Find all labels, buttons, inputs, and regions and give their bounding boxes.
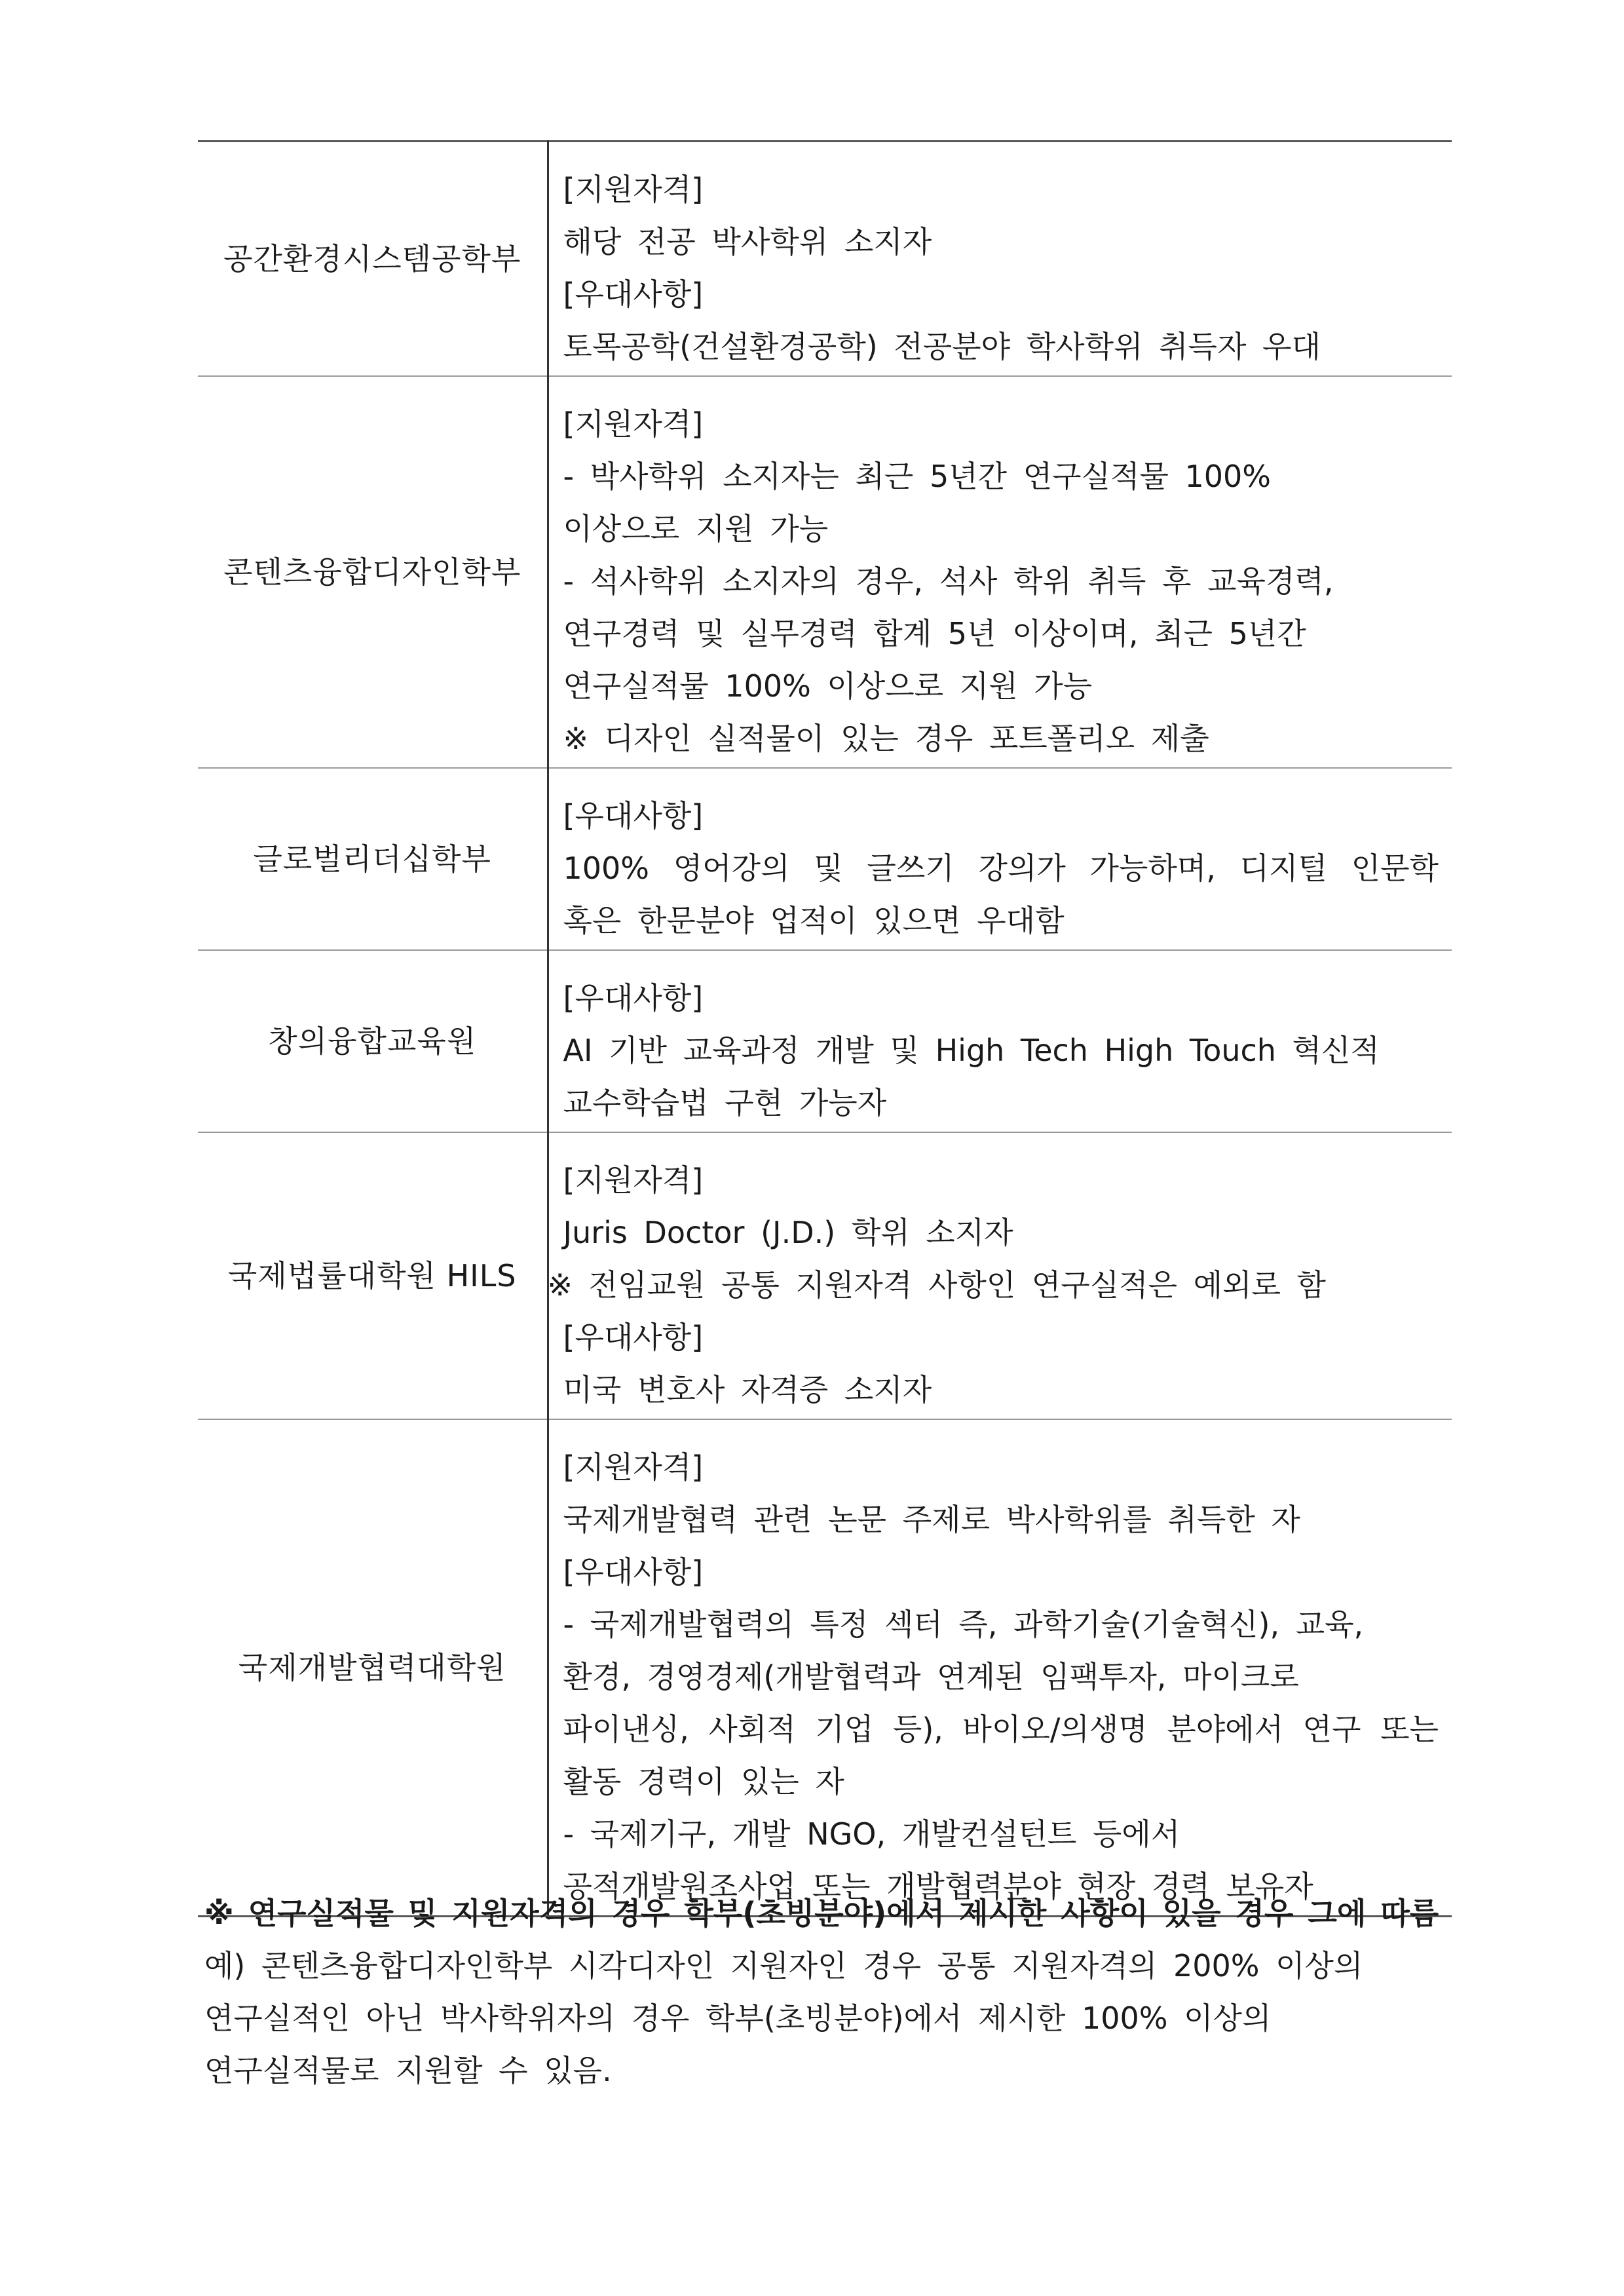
requirement-note: ※ 전임교원 공통 지원자격 사항인 연구실적은 예외로 함	[547, 1267, 1326, 1303]
requirement-line: 미국 변호사 자격증 소지자	[563, 1372, 932, 1407]
footnote-line: 예) 콘텐츠융합디자인학부 시각디자인 지원자인 경우 공통 지원자격의 200% 이상의	[204, 1948, 1363, 1983]
table-row	[198, 1419, 1452, 1917]
requirements-cell	[548, 142, 1452, 377]
requirements-table	[198, 140, 1452, 1917]
section-label: [우대사항]	[563, 1554, 704, 1590]
table-row	[198, 950, 1452, 1132]
requirement-note: ※ 디자인 실적물이 있는 경우 포트폴리오 제출	[563, 721, 1209, 756]
requirement-line: 연구경력 및 실무경력 합계 5년 이상이며, 최근 5년간	[563, 616, 1306, 651]
section-label: [지원자격]	[563, 172, 704, 207]
requirement-line: - 국제개발협력의 특정 섹터 즉, 과학기술(기술혁신), 교육,	[563, 1607, 1364, 1642]
requirement-line: 100% 영어강의 및 글쓰기 강의가 가능하며, 디지털 인문학	[563, 851, 1439, 886]
requirement-line: 공적개발원조사업 또는 개발협력분야 현장 경력 보유자	[563, 1869, 1313, 1904]
section-label: [지원자격]	[563, 1449, 704, 1485]
requirement-line: 파이낸싱, 사회적 기업 등), 바이오/의생명 분야에서 연구 또는	[563, 1712, 1439, 1747]
requirements-cell	[548, 1132, 1452, 1419]
table-row	[198, 142, 1452, 377]
section-label: [우대사항]	[563, 798, 704, 833]
requirement-line: 교수학습법 구현 가능자	[563, 1085, 887, 1120]
department-cell: 국제개발협력대학원	[198, 1419, 548, 1917]
section-label: [우대사항]	[563, 980, 704, 1016]
table-row	[198, 1132, 1452, 1419]
department-cell: 글로벌리더십학부	[198, 768, 548, 950]
requirement-line: - 국제기구, 개발 NGO, 개발컨설턴트 등에서	[563, 1816, 1180, 1852]
department-cell: 국제법률대학원 HILS	[198, 1132, 548, 1419]
requirements-cell	[548, 950, 1452, 1132]
requirement-line: 혹은 한문분야 업적이 있으면 우대함	[563, 903, 1065, 938]
requirements-cell	[548, 376, 1452, 768]
requirement-line: 해당 전공 박사학위 소지자	[563, 224, 932, 259]
requirement-line: 토목공학(건설환경공학) 전공분야 학사학위 취득자 우대	[563, 329, 1321, 364]
requirement-line: 이상으로 지원 가능	[563, 511, 829, 546]
footnote	[204, 1887, 1449, 2097]
table-row	[198, 768, 1452, 950]
requirement-line: Juris Doctor (J.D.) 학위 소지자	[563, 1215, 1013, 1250]
section-label: [우대사항]	[563, 1320, 704, 1355]
department-cell: 콘텐츠융합디자인학부	[198, 376, 548, 768]
department-cell: 공간환경시스템공학부	[198, 142, 548, 377]
requirement-line: 국제개발협력 관련 논문 주제로 박사학위를 취득한 자	[563, 1502, 1300, 1537]
requirement-line: 환경, 경영경제(개발협력과 연계된 임팩투자, 마이크로	[563, 1659, 1299, 1694]
requirement-line: 활동 경력이 있는 자	[563, 1764, 844, 1799]
requirements-cell	[548, 1419, 1452, 1917]
requirement-line: - 석사학위 소지자의 경우, 석사 학위 취득 후 교육경력,	[563, 564, 1334, 599]
section-label: [지원자격]	[563, 406, 704, 442]
section-label: [지원자격]	[563, 1162, 704, 1198]
footnote-line: 연구실적물로 지원할 수 있음.	[204, 2053, 612, 2088]
requirement-line: AI 기반 교육과정 개발 및 High Tech High Touch 혁신적	[563, 1033, 1380, 1068]
footnote-line: 연구실적인 아닌 박사학위자의 경우 학부(초빙분야)에서 제시한 100% 이상의	[204, 2000, 1272, 2036]
department-cell: 창의융합교육원	[198, 950, 548, 1132]
table-row	[198, 376, 1452, 768]
footnote-heading: ※ 연구실적물 및 지원자격의 경우 학부(초빙분야)에서 제시한 사항이 있을 경우 그에 따름	[204, 1896, 1439, 1931]
requirement-line: - 박사학위 소지자는 최근 5년간 연구실적물 100%	[563, 459, 1272, 494]
requirements-cell	[548, 768, 1452, 950]
section-label: [우대사항]	[563, 277, 704, 312]
requirement-line: 연구실적물 100% 이상으로 지원 가능	[563, 668, 1093, 704]
